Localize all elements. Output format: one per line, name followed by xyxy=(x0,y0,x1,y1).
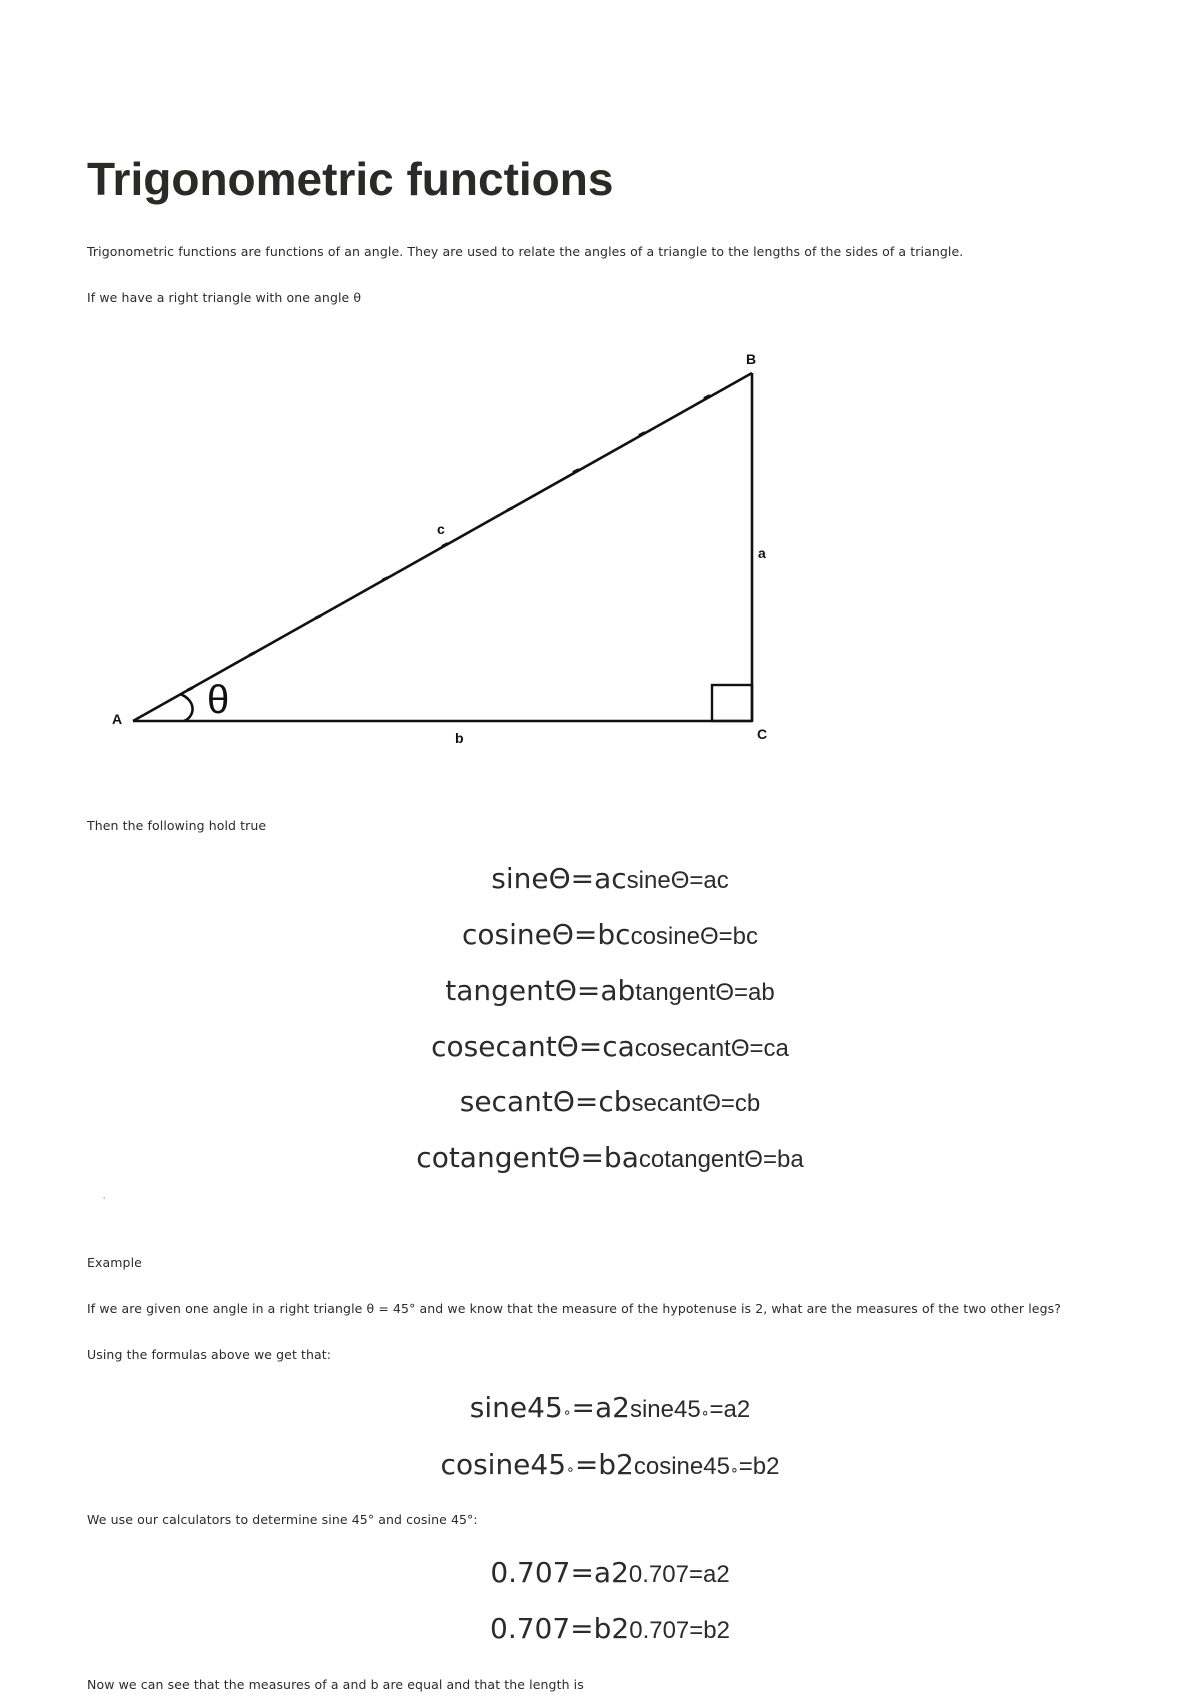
formula-alt: secantΘ=cb xyxy=(631,1090,761,1117)
intro-paragraph: Trigonometric functions are functions of an angle. They are used to relate the angles of a triangle to the lengths of the sides of a triangle. xyxy=(87,244,964,259)
cosine45-formula xyxy=(0,1448,1200,1481)
formula-main: cosineΘ=bc xyxy=(462,918,631,951)
then-text: Then the following hold true xyxy=(87,818,267,833)
cosecant-definition xyxy=(0,1030,1200,1063)
angle-theta-label: θ xyxy=(207,678,230,722)
formula-main: 0.707=a2 xyxy=(490,1556,629,1589)
degree-symbol: ∘ xyxy=(700,1404,710,1420)
formula-alt: cosecantΘ=ca xyxy=(634,1035,789,1062)
formula-main: secantΘ=cb xyxy=(459,1085,632,1118)
formula-main: sine45∘=a2 xyxy=(469,1391,630,1424)
formula-main: cotangentΘ=ba xyxy=(416,1141,639,1174)
vertex-b-label: B xyxy=(746,351,757,367)
vertex-c-label: C xyxy=(757,726,768,742)
formula-alt: sineΘ=ac xyxy=(626,867,729,894)
formula-alt: 0.707=b2 xyxy=(629,1617,730,1644)
formula-main: cosine45∘=b2 xyxy=(440,1448,634,1481)
b-value-formula xyxy=(0,1612,1200,1645)
degree-symbol: ∘ xyxy=(566,1462,575,1478)
conclusion-text: Now we can see that the measures of a and b are equal and that the length is xyxy=(87,1677,584,1692)
using-formulas-text: Using the formulas above we get that: xyxy=(87,1347,332,1362)
angle-arc xyxy=(180,694,193,721)
side-b-label: b xyxy=(455,730,464,746)
calculator-text: We use our calculators to determine sine 45° and cosine 45°: xyxy=(87,1512,478,1527)
formula-alt: 0.707=a2 xyxy=(628,1561,730,1588)
side-a-label: a xyxy=(758,545,766,561)
tangent-definition xyxy=(0,974,1200,1007)
formula-main: sineΘ=ac xyxy=(491,862,627,895)
degree-symbol: ∘ xyxy=(562,1405,572,1421)
sine-definition xyxy=(0,862,1200,895)
right-angle-marker xyxy=(712,685,752,721)
formula-alt: sine45∘=a2 xyxy=(629,1396,751,1423)
example-question: If we are given one angle in a right triangle θ = 45° and we know that the measure of the hypotenuse is 2, what are the measures of the two other legs? xyxy=(87,1301,1061,1316)
vertex-a-label: A xyxy=(112,711,123,727)
right-triangle-intro: If we have a right triangle with one angle θ xyxy=(87,290,362,305)
formula-alt: cotangentΘ=ba xyxy=(638,1146,804,1173)
formula-alt: tangentΘ=ab xyxy=(635,979,775,1006)
formula-main: 0.707=b2 xyxy=(490,1612,630,1645)
side-c-label: c xyxy=(437,521,445,537)
formula-alt: cosine45∘=b2 xyxy=(633,1453,780,1480)
secant-definition xyxy=(0,1085,1200,1118)
stray-mark: ' xyxy=(103,1196,106,1205)
formula-alt: cosineΘ=bc xyxy=(630,923,758,950)
a-value-formula xyxy=(0,1556,1200,1589)
page-title: Trigonometric functions xyxy=(87,153,614,205)
cotangent-definition xyxy=(0,1141,1200,1174)
formula-main: cosecantΘ=ca xyxy=(431,1030,635,1063)
cosine-definition xyxy=(0,918,1200,951)
formula-main: tangentΘ=ab xyxy=(445,974,636,1007)
right-triangle-figure xyxy=(100,340,780,750)
example-heading: Example xyxy=(87,1255,142,1270)
sine45-formula xyxy=(0,1391,1200,1424)
degree-symbol: ∘ xyxy=(729,1461,739,1477)
